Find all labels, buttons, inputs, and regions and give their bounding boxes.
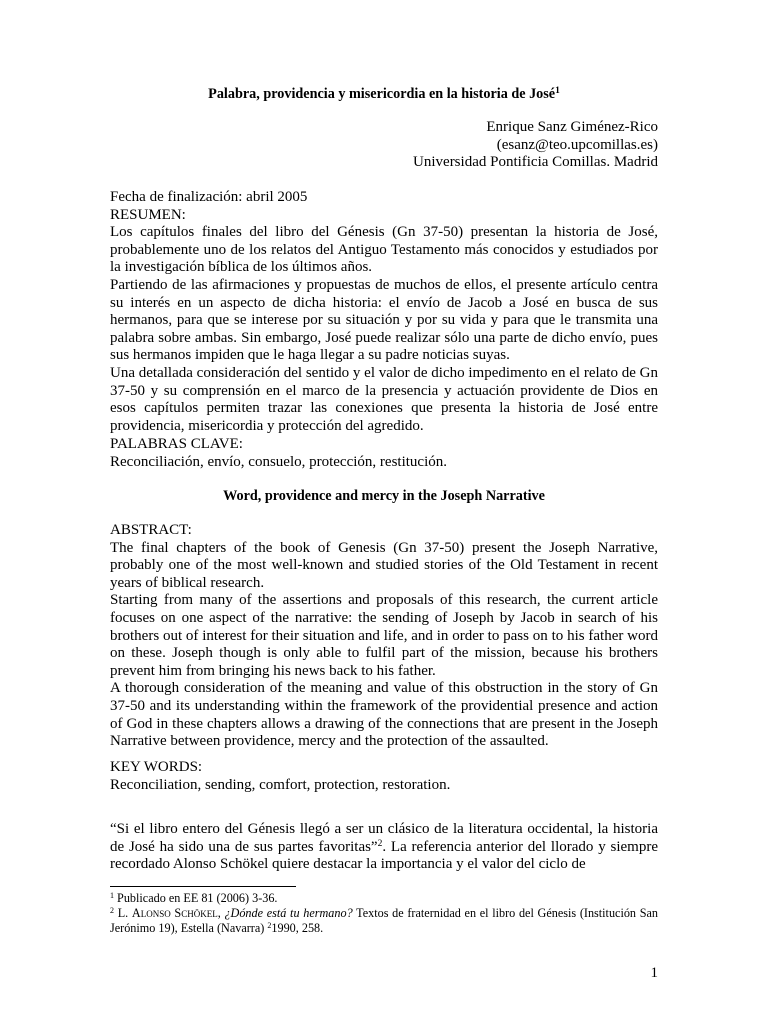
- resumen-section: [110, 189, 658, 435]
- palabras-clave-text: Reconciliación, envío, consuelo, protección, restitución.: [110, 453, 447, 470]
- abstract-paragraph-1: The final chapters of the book of Genesis (Gn 37-50) present the Joseph Narrative, probably one of the most well-known and studied stories of the Old Testament in recent years of biblical research.: [110, 539, 658, 591]
- footnote-2-year: 1990, 258.: [271, 920, 324, 935]
- footnote-2-book-title: ¿Dónde está tu hermano?: [224, 905, 353, 920]
- key-words-heading: KEY WORDS:: [110, 759, 203, 775]
- abstract-paragraph-3: A thorough consideration of the meaning and value of this obstruction in the story of Gn 37-50 and its understanding within the framework of the providential presence and action of God in these chapters allows a drawing of the connections that are present in the Joseph Narrative between providence, mercy and the protection of the assaulted.: [110, 680, 658, 750]
- opening-paragraph: [110, 821, 658, 874]
- footnote-2-edition: 2: [267, 920, 272, 930]
- article-title: [110, 86, 658, 103]
- footnote-2: [110, 906, 658, 936]
- author-email: (esanz@teo.upcomillas.es): [496, 136, 658, 153]
- footnote-2-author-initial: L.: [117, 905, 132, 920]
- footnote-1: [110, 891, 658, 906]
- footnote-2-details: Textos de fraternidad en el libro del Génesis (Institución San Jerónimo 19), Estella (Navarra): [110, 905, 659, 935]
- key-words-text: Reconciliation, sending, comfort, protection, restoration.: [110, 776, 451, 793]
- resumen-paragraph-3: Una detallada consideración del sentido y el valor de dicho impedimento en el relato de Gn 37-50 y su comprensión en el marco de la presencia y actuación providente de Dios en esos capítulos permiten trazar las conexiones que presenta la historia de José entre providencia, misericordia y protección del agredido.: [110, 364, 658, 434]
- footnote-2-author-surname: Alonso Schökel: [131, 905, 218, 920]
- footnote-2-mark: 2: [110, 905, 114, 915]
- body-text: [110, 821, 658, 874]
- resumen-paragraph-1: Los capítulos finales del libro del Génesis (Gn 37-50) presentan la historia de José, probablemente uno de los relatos del Antiguo Testamento más conocidos y estudiados por la investigación bíblica de los últimos años.: [110, 224, 658, 276]
- footnote-1-text: Publicado en EE 81 (2006) 3-36.: [117, 891, 278, 905]
- opening-continuation: . La referencia anterior del llorado y siempre recordado Alonso Schökel quiere destacar la importancia y el valor del ciclo de: [110, 838, 658, 873]
- key-words-section: [110, 759, 658, 794]
- abstract-section: [110, 522, 658, 751]
- footnote-2-separator: ,: [217, 905, 225, 920]
- abstract-paragraph-2: Starting from many of the assertions and proposals of this research, the current article focuses on one aspect of the narrative: the sending of Joseph by Jacob in search of his brothers out of interest for their situation and life, and in order to pass on to his father word on these. Joseph though is only able to fulfil part of the mission, because his brothers prevent him from bringing his news back to his father.: [110, 592, 658, 679]
- palabras-clave-heading: PALABRAS CLAVE:: [110, 436, 243, 452]
- completion-date: Fecha de finalización: abril 2005: [110, 189, 308, 205]
- palabras-clave-section: [110, 436, 658, 471]
- opening-quote: “Si el libro entero del Génesis llegó a ser un clásico de la literatura occidental, la historia de José ha sido una de sus partes favoritas”: [110, 821, 658, 855]
- article-title-text: Palabra, providencia y misericordia en la historia de José: [208, 86, 556, 102]
- quote-footnote-ref: 2: [377, 838, 383, 849]
- english-title: Word, providence and mercy in the Joseph Narrative: [223, 488, 545, 504]
- author-name: Enrique Sanz Giménez-Rico: [486, 119, 658, 135]
- footnote-1-mark: 1: [110, 891, 114, 900]
- author-block: [110, 119, 658, 172]
- document-page: [110, 0, 658, 1024]
- resumen-paragraph-2: Partiendo de las afirmaciones y propuestas de muchos de ellos, el presente artículo centra su interés en un aspecto de dicha historia: el envío de Jacob a José en busca de sus hermanos, para que se interese por su situación y por su vida y para que le transmita una palabra sobre ambas. Sin embargo, José puede realizar sólo una parte de dicho envío, pues sus hermanos impiden que le haga llegar a su padre noticias suyas.: [110, 276, 658, 364]
- page-number: 1: [650, 965, 658, 981]
- title-footnote-ref: 1: [555, 86, 560, 96]
- footnote-separator: [110, 886, 296, 887]
- author-affiliation: Universidad Pontificia Comillas. Madrid: [413, 154, 658, 171]
- footnotes: [110, 891, 658, 935]
- resumen-heading: RESUMEN:: [110, 206, 186, 223]
- abstract-heading: ABSTRACT:: [110, 522, 192, 538]
